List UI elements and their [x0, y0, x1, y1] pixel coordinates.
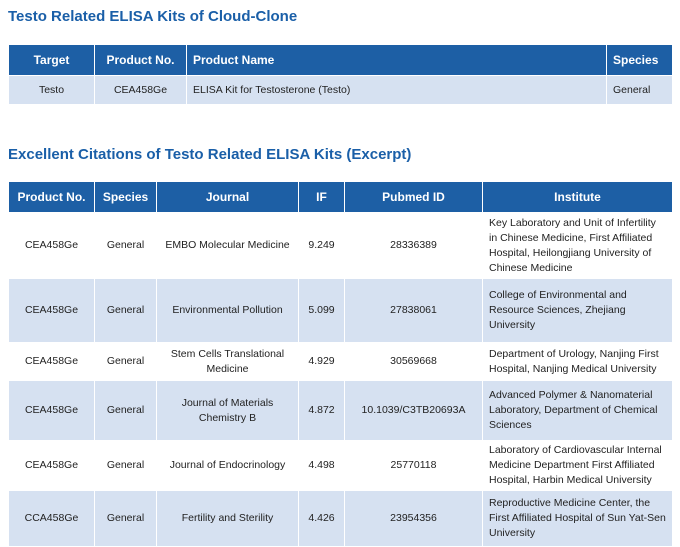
cell-product-no: CEA458Ge: [9, 381, 95, 441]
cell-pubmed-id: 10.1039/C3TB20693A: [345, 381, 483, 441]
table-row: [9, 343, 673, 381]
table-row: [9, 491, 673, 547]
citations-table: [8, 181, 673, 547]
cell-pubmed-id: 25770118: [345, 441, 483, 491]
cell-if: 4.929: [299, 343, 345, 381]
cell-species: General: [95, 441, 157, 491]
section-title-kits: Testo Related ELISA Kits of Cloud-Clone: [8, 8, 298, 25]
cell-species: General: [95, 279, 157, 343]
header-product-no: Product No.: [95, 45, 187, 76]
header-journal: Journal: [157, 182, 299, 213]
header-species: Species: [95, 182, 157, 213]
cell-if: 4.498: [299, 441, 345, 491]
cell-journal: EMBO Molecular Medicine: [157, 213, 299, 279]
cell-species: General: [95, 213, 157, 279]
cell-species: General: [607, 76, 673, 105]
header-product-name: Product Name: [187, 45, 607, 76]
table-row: [9, 381, 673, 441]
cell-product-no: CEA458Ge: [95, 76, 187, 105]
header-target: Target: [9, 45, 95, 76]
header-product-no: Product No.: [9, 182, 95, 213]
header-institute: Institute: [483, 182, 673, 213]
cell-institute: College of Environmental and Resource Sciences, Zhejiang University: [483, 279, 673, 343]
citations-header-row: [9, 182, 673, 213]
table-row: [9, 76, 673, 105]
cell-species: General: [95, 491, 157, 547]
table-row: [9, 279, 673, 343]
cell-product-no: CEA458Ge: [9, 343, 95, 381]
cell-product-name: ELISA Kit for Testosterone (Testo): [187, 76, 607, 105]
cell-if: 9.249: [299, 213, 345, 279]
cell-institute: Reproductive Medicine Center, the First Affiliated Hospital of Sun Yat-Sen University: [483, 491, 673, 547]
cell-pubmed-id: 28336389: [345, 213, 483, 279]
section-title-citations: Excellent Citations of Testo Related ELISA Kits (Excerpt): [8, 146, 412, 163]
cell-institute: Department of Urology, Nanjing First Hospital, Nanjing Medical University: [483, 343, 673, 381]
cell-institute: Laboratory of Cardiovascular Internal Medicine Department First Affiliated Hospital, Harbin Medical University: [483, 441, 673, 491]
cell-institute: Key Laboratory and Unit of Infertility in Chinese Medicine, First Affiliated Hospital, Heilongjiang University of Chinese Medicine: [483, 213, 673, 279]
cell-product-no: CEA458Ge: [9, 279, 95, 343]
header-species: Species: [607, 45, 673, 76]
cell-if: 4.426: [299, 491, 345, 547]
kits-table: [8, 44, 673, 105]
cell-journal: Stem Cells Translational Medicine: [157, 343, 299, 381]
cell-if: 4.872: [299, 381, 345, 441]
cell-species: General: [95, 343, 157, 381]
cell-pubmed-id: 30569668: [345, 343, 483, 381]
cell-product-no: CEA458Ge: [9, 213, 95, 279]
cell-institute: Advanced Polymer & Nanomaterial Laboratory, Department of Chemical Sciences: [483, 381, 673, 441]
header-if: IF: [299, 182, 345, 213]
cell-pubmed-id: 23954356: [345, 491, 483, 547]
cell-journal: Fertility and Sterility: [157, 491, 299, 547]
cell-journal: Environmental Pollution: [157, 279, 299, 343]
table-row: [9, 213, 673, 279]
cell-species: General: [95, 381, 157, 441]
cell-journal: Journal of Endocrinology: [157, 441, 299, 491]
cell-journal: Journal of Materials Chemistry B: [157, 381, 299, 441]
cell-if: 5.099: [299, 279, 345, 343]
header-pubmed-id: Pubmed ID: [345, 182, 483, 213]
cell-product-no: CEA458Ge: [9, 441, 95, 491]
cell-target: Testo: [9, 76, 95, 105]
cell-pubmed-id: 27838061: [345, 279, 483, 343]
kits-header-row: [9, 45, 673, 76]
table-row: [9, 441, 673, 491]
cell-product-no: CCA458Ge: [9, 491, 95, 547]
